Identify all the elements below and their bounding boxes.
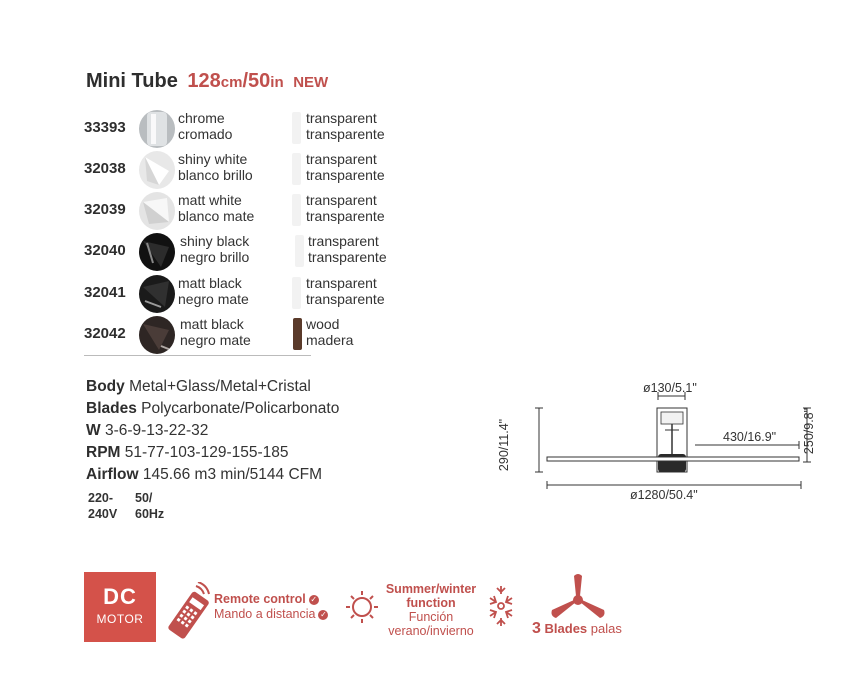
body-diameter-label: ø130/5.1": [643, 381, 697, 395]
dc-motor-badge: DC MOTOR: [84, 572, 156, 642]
product-title: [86, 70, 328, 93]
summer-winter-feature: Summer/winter function Función verano/invierno: [385, 582, 477, 638]
blade-swatch: [292, 194, 301, 226]
spec-body: Body Metal+Glass/Metal+Cristal: [86, 378, 311, 395]
body-finish: chrome cromado: [178, 110, 233, 142]
blade-finish: transparent transparente: [308, 233, 387, 265]
variant-code: 32041: [84, 284, 126, 301]
snowflake-icon: [486, 582, 516, 632]
blade-finish: transparent transparente: [306, 192, 385, 224]
new-badge: NEW: [293, 74, 329, 91]
fan-finish-thumbnail: [139, 151, 175, 189]
model-name: Mini Tube: [86, 70, 178, 92]
specifications: [86, 376, 339, 486]
body-finish: shiny white blanco brillo: [178, 151, 253, 183]
blade-swatch: [292, 112, 301, 144]
variant-code: 32040: [84, 242, 126, 259]
blade-swatch: [292, 277, 301, 309]
total-height-label: 290/11.4": [497, 418, 512, 472]
voltage-frequency: [88, 490, 165, 522]
body-finish: matt black negro mate: [180, 316, 251, 348]
voltage: 220- 240V: [88, 491, 118, 521]
check-icon: ✓: [320, 609, 327, 619]
spec-watts: W 3-6-9-13-22-32: [86, 422, 209, 439]
variant-row: [84, 110, 414, 150]
spec-rpm: RPM 51-77-103-129-155-185: [86, 444, 289, 461]
variant-row: [84, 316, 414, 356]
variant-code: 32038: [84, 160, 126, 177]
spec-blades: Blades Polycarbonate/Policarbonato: [86, 400, 340, 417]
variant-row: [84, 275, 414, 315]
variant-code: 32039: [84, 201, 126, 218]
fan-finish-thumbnail: [139, 233, 175, 271]
fan-finish-thumbnail: [139, 275, 175, 313]
variant-code: 33393: [84, 119, 126, 136]
body-finish: shiny black negro brillo: [180, 233, 250, 265]
variant-code: 32042: [84, 325, 126, 342]
blade-length-label: 430/16.9": [723, 430, 777, 444]
sweep-diameter-label: ø1280/50.4": [630, 488, 698, 502]
variant-row: [84, 192, 414, 232]
size-label: 128cm/50in: [187, 70, 284, 92]
fan-finish-thumbnail: [139, 192, 175, 230]
blade-finish: wood madera: [306, 316, 354, 348]
body-height-label: 250/9.8": [802, 407, 817, 455]
remote-control-feature: Remote control ✓ Mando a distancia ✓: [214, 592, 327, 621]
blade-finish: transparent transparente: [306, 151, 385, 183]
blade-swatch: [293, 318, 302, 350]
blade-finish: transparent transparente: [306, 110, 385, 142]
fan-finish-thumbnail: [139, 316, 175, 354]
blade-swatch: [295, 235, 304, 267]
body-finish: matt black negro mate: [178, 275, 249, 307]
fan-finish-thumbnail: [139, 110, 175, 148]
variant-row: [84, 151, 414, 191]
check-icon: ✓: [310, 594, 318, 604]
spec-airflow: Airflow 145.66 m3 min/5144 CFM: [86, 466, 323, 483]
body-finish: matt white blanco mate: [178, 192, 255, 224]
variant-row: [84, 233, 414, 273]
frequency: 50/ 60Hz: [135, 491, 165, 521]
blades-count-feature: 3 Blades palas: [532, 620, 622, 637]
remote-control-icon: [162, 582, 214, 646]
blade-swatch: [292, 153, 301, 185]
divider: [84, 355, 311, 356]
blade-finish: transparent transparente: [306, 275, 385, 307]
